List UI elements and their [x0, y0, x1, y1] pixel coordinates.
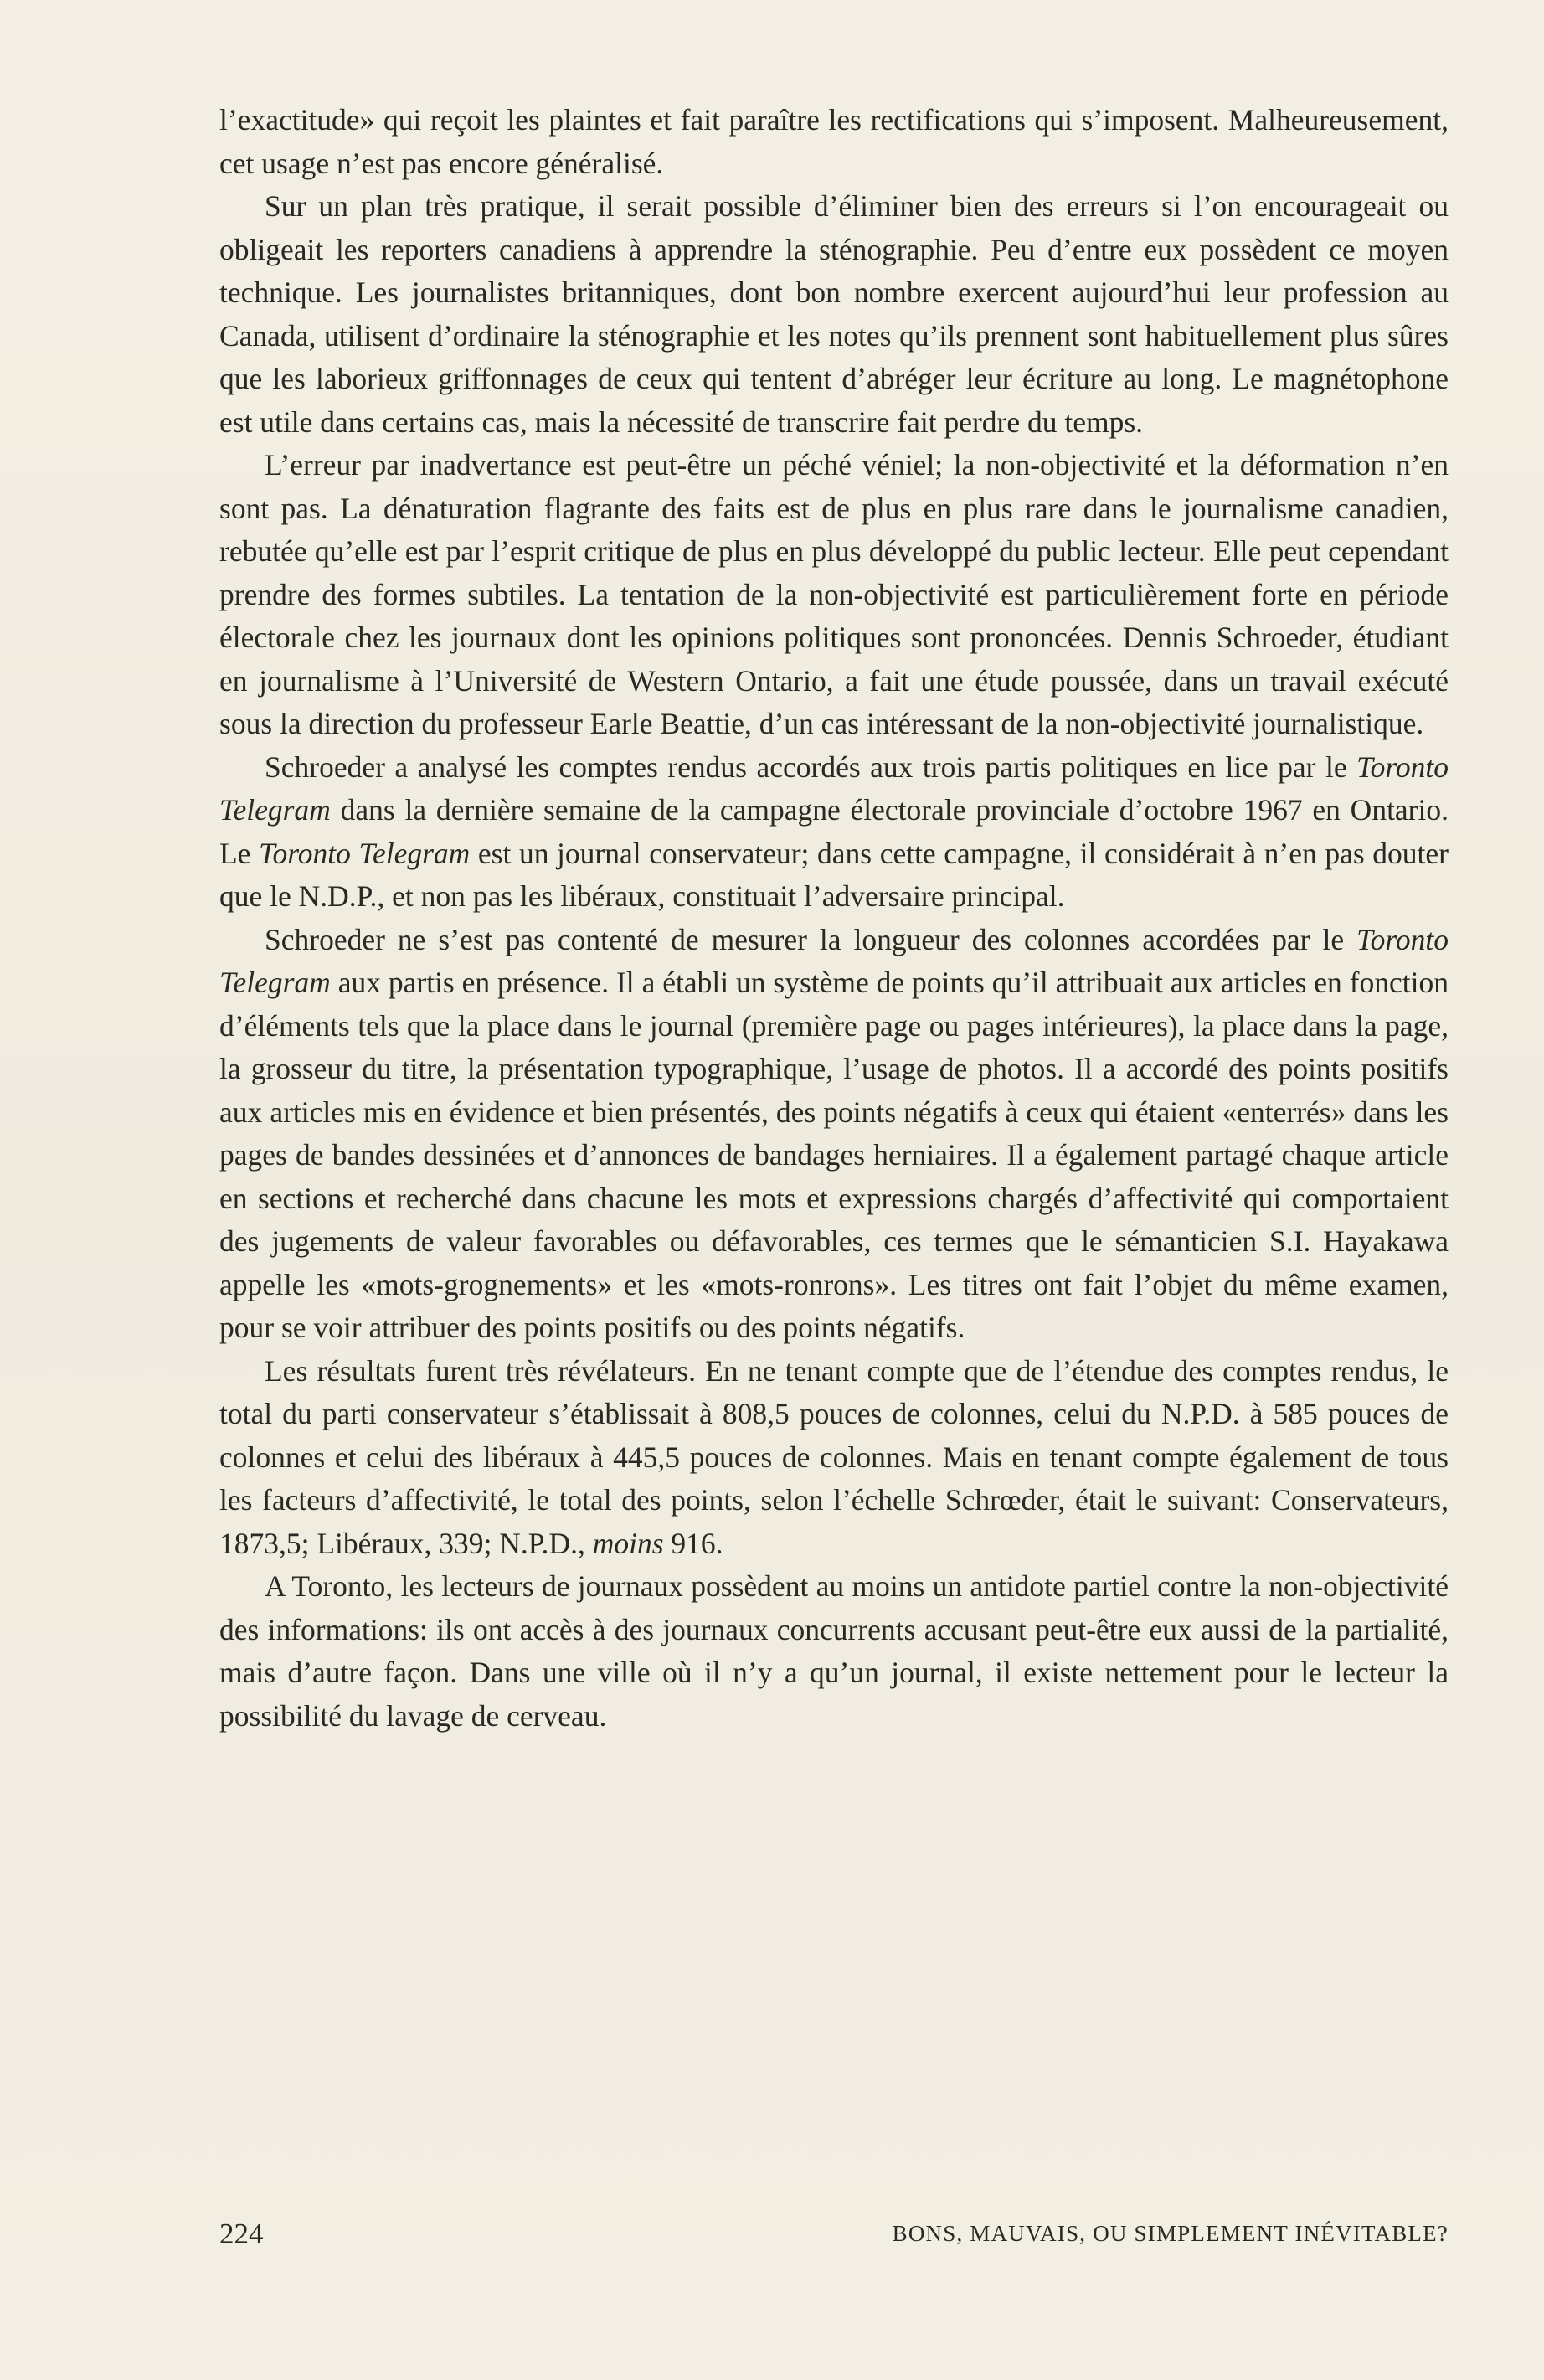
body-text	[219, 99, 1449, 1738]
text-run: dans la dernière semaine de la campagne électorale provinciale d’octobre 1967 en Ontario. Le	[219, 793, 1449, 870]
italic-title: moins	[592, 1526, 664, 1560]
paragraph	[219, 919, 1449, 1350]
page-number: 224	[219, 2218, 264, 2250]
italic-title: Toronto Telegram	[219, 922, 1449, 999]
italic-title: Toronto Telegram	[219, 750, 1449, 827]
text-run: Schroeder ne s’est pas contenté de mesurer la longueur des colonnes accordées par le	[265, 922, 1357, 956]
text-run: aux partis en présence. Il a établi un système de points qu’il attribuait aux articles en fonction d’éléments tels que la place dans le journal (première page ou pages intérieures), la place dans la page, la grosseur du titre, la présentation typographique, l’usage de photos. Il a accordé des points positifs aux articles mis en évidence et bien présentés, des points négatifs à ceux qui étaient «enterrés» dans les pages de bandes dessinées et d’annonces de bandages herniaires. Il a également partagé chaque article en sections et recherché dans chacune les mots et expressions chargés d’affectivité qui comportaient des jugements de valeur favorables ou défavorables, ces termes que le sémanticien S.I. Hayakawa appelle les «mots-grognements» et les «mots-ronrons». Les titres ont fait l’objet du même examen, pour se voir attribuer des points positifs ou des points négatifs.	[219, 966, 1449, 1344]
text-run: L’erreur par inadvertance est peut-être un péché véniel; la non-objectivité et la déformation n’en sont pas. La dénaturation flagrante des faits est de plus en plus rare dans le journalisme canadien, rebutée qu’elle est par l’esprit critique de plus en plus développé du public lecteur. Elle peut cependant prendre des formes subtiles. La tentation de la non-objectivité est particulièrement forte en période électorale chez les journaux dont les opinions politiques sont prononcées. Dennis Schroeder, étudiant en journalisme à l’Université de Western Ontario, a fait une étude poussée, dans un travail exécuté sous la direction du professeur Earle Beattie, d’un cas intéressant de la non-objectivité journalistique.	[219, 448, 1449, 740]
text-run: l’exactitude» qui reçoit les plaintes et fait paraître les rectifications qui s’imposent. Malheureusement, cet usage n’est pas encore généralisé.	[219, 103, 1449, 180]
text-run: Sur un plan très pratique, il serait possible d’éliminer bien des erreurs si l’on encourageait ou obligeait les reporters canadiens à apprendre la sténographie. Peu d’entre eux possèdent ce moyen technique. Les journalistes britanniques, dont bon nombre exercent aujourd’hui leur profession au Canada, utilisent d’ordinaire la sténographie et les notes qu’ils prennent sont habituellement plus sûres que les laborieux griffonnages de ceux qui tentent d’abréger leur écriture au long. Le magnétophone est utile dans certains cas, mais la nécessité de transcrire fait perdre du temps.	[219, 189, 1449, 439]
running-title: BONS, MAUVAIS, OU SIMPLEMENT INÉVITABLE?	[892, 2221, 1449, 2246]
paragraph	[219, 746, 1449, 919]
text-run: est un journal conservateur; dans cette campagne, il considérait à n’en pas douter que le N.D.P., et non pas les libéraux, constituait l’adversaire principal.	[219, 836, 1449, 913]
paragraph	[219, 1565, 1449, 1738]
text-run: A Toronto, les lecteurs de journaux possèdent au moins un antidote partiel contre la non-objectivité des informations: ils ont accès à des journaux concurrents accusant peut-être eux aussi de la partialité, mais d’autre façon. Dans une ville où il n’y a qu’un journal, il existe nettement pour le lecteur la possibilité du lavage de cerveau.	[219, 1569, 1449, 1733]
paragraph	[219, 185, 1449, 444]
page-footer	[219, 2218, 1449, 2259]
paragraph	[219, 99, 1449, 185]
text-run: 916.	[663, 1526, 723, 1560]
text-run: Les résultats furent très révélateurs. En ne tenant compte que de l’étendue des comptes rendus, le total du parti conservateur s’établissait à 808,5 pouces de colonnes, celui du N.P.D. à 585 pouces de colonnes et celui des libéraux à 445,5 pouces de colonnes. Mais en tenant compte également de tous les facteurs d’affectivité, le total des points, selon l’échelle Schrœder, était le suivant: Conservateurs, 1873,5; Libéraux, 339; N.P.D.,	[219, 1353, 1449, 1560]
paragraph	[219, 444, 1449, 746]
italic-title: Toronto Telegram	[259, 836, 471, 870]
paragraph	[219, 1350, 1449, 1566]
text-run: Schroeder a analysé les comptes rendus accordés aux trois partis politiques en lice par le	[265, 750, 1357, 784]
